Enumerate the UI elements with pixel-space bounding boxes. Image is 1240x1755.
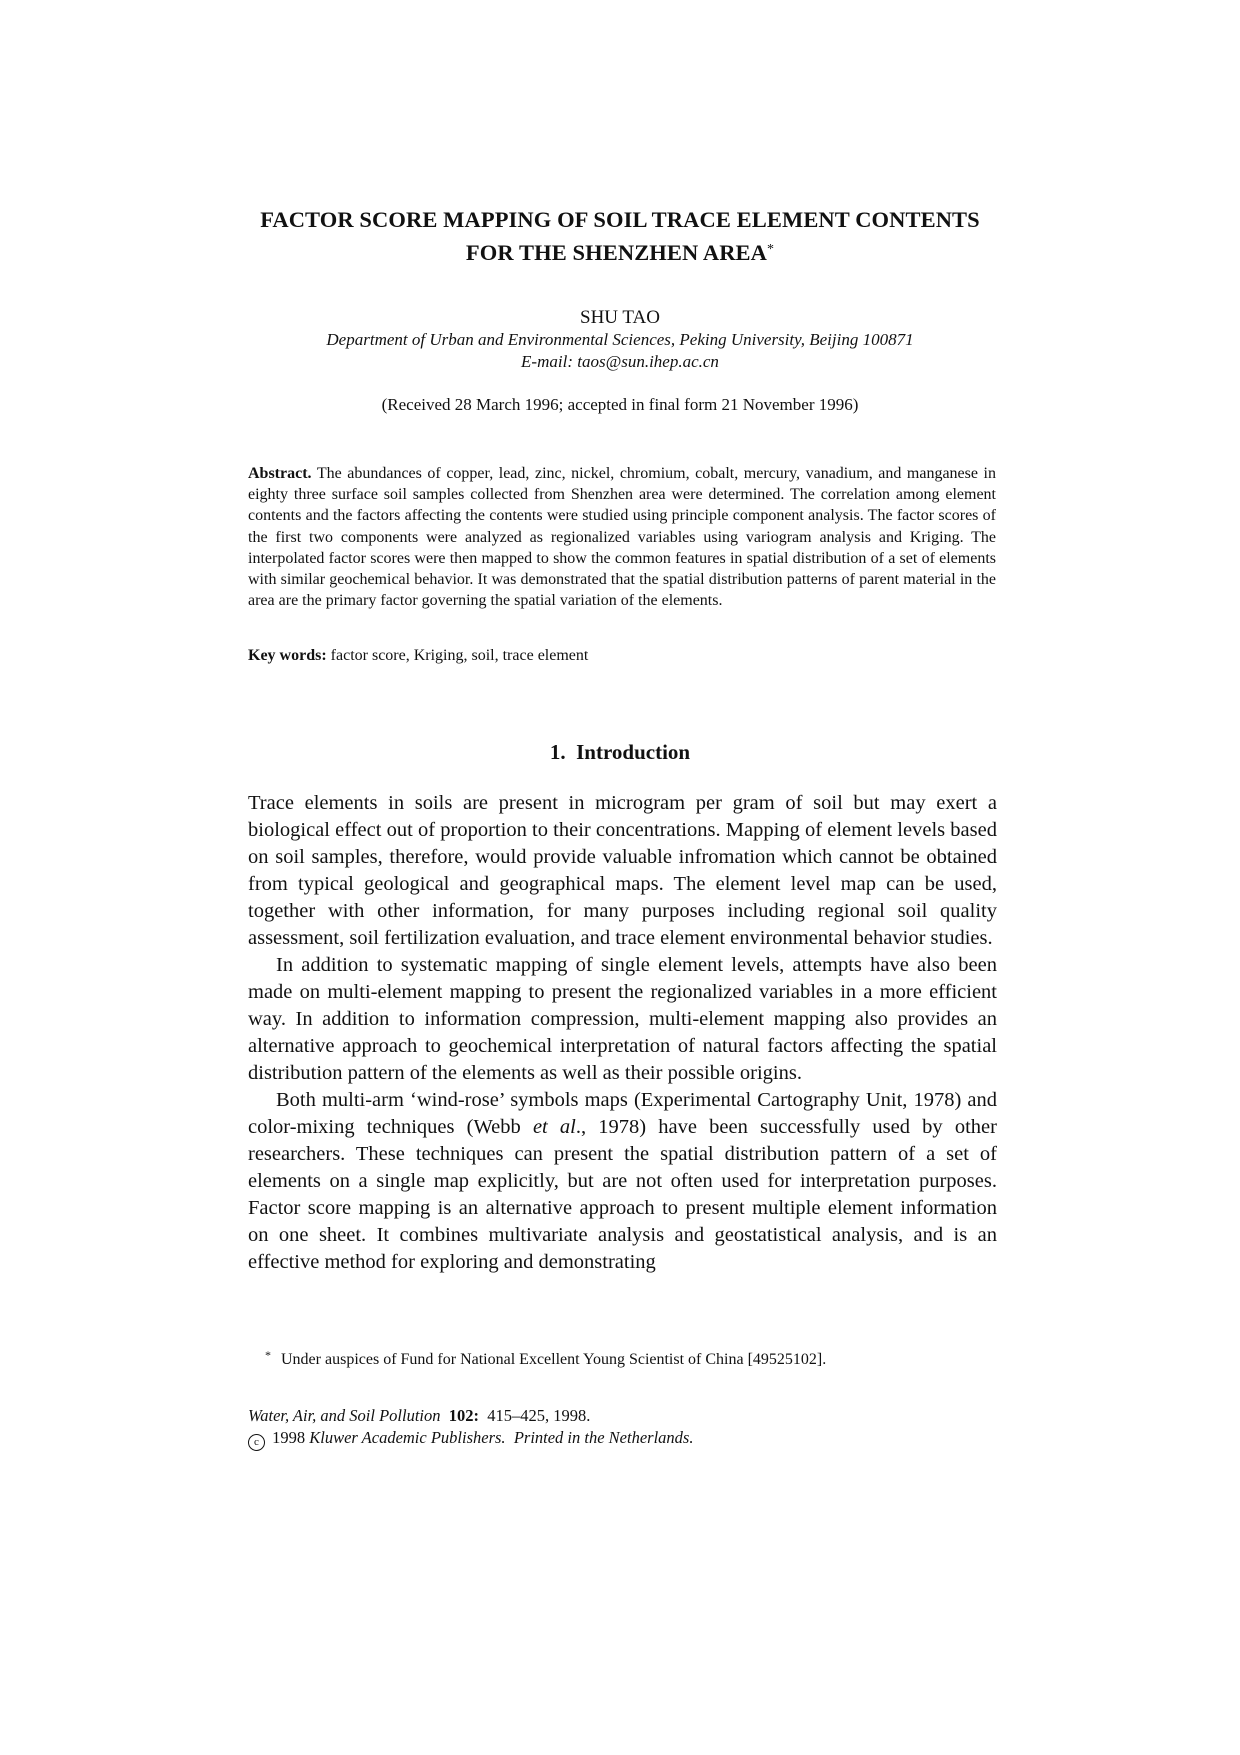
keywords-label: Key words: <box>248 647 327 664</box>
paragraph-3 <box>248 1087 997 1276</box>
title-line-2 <box>0 236 1240 269</box>
keywords-text: factor score, Kriging, soil, trace element <box>330 647 589 664</box>
received-dates: (Received 28 March 1996; accepted in final form 21 November 1996) <box>381 395 859 414</box>
keywords <box>248 645 996 666</box>
email-label: E-mail: <box>521 352 573 371</box>
author-affiliation: Department of Urban and Environmental Sciences, Peking University, Beijing 100871 <box>326 330 914 349</box>
journal-name: Water, Air, and Soil Pollution <box>248 1406 441 1425</box>
author-email-line <box>0 351 1240 373</box>
paragraph-3-part-b: ., 1978) have been successfully used by other researchers. These techniques can present the spatial distribution pattern of a set of elements on a single map explicitly, but are not often used for interpretation purposes. Factor score mapping is an alternative approach to present multiple element information on one sheet. It combines multivariate analysis and geostatistical analysis, and is an effective method for exploring and demonstrating <box>248 1116 997 1273</box>
copyright-line <box>248 1427 1008 1451</box>
paragraph-1: Trace elements in soils are present in microgram per gram of soil but may exert a biological effect out of proportion to their concentrations. Mapping of element levels based on soil samples, therefore, would provide valuable infromation which cannot be obtained from typical geological and geographical maps. The element level map can be used, together with other information, for many purposes including regional soil quality assessment, soil fertilization evaluation, and trace element environmental behavior studies. <box>248 792 997 949</box>
footnote-text: Under auspices of Fund for National Excellent Young Scientist of China [49525102]. <box>281 1351 827 1368</box>
section-title: Introduction <box>576 740 691 764</box>
copyright-year: 1998 <box>272 1428 306 1447</box>
abstract-label: Abstract. <box>248 465 312 482</box>
author-name: SHU TAO <box>580 307 660 328</box>
title-line-2-text: FOR THE SHENZHEN AREA <box>465 240 768 265</box>
journal-citation <box>248 1405 1008 1427</box>
abstract <box>248 463 996 611</box>
section-heading-introduction <box>0 738 1240 766</box>
paragraph-2: In addition to systematic mapping of single element levels, attempts have also been made on multi-element mapping to present the regionalized variables in a more efficient way. In addition to information compression, multi-element mapping also provides an alternative approach to geochemical interpretation of natural factors affecting the spatial distribution pattern of the elements as well as their possible origins. <box>248 954 997 1084</box>
abstract-text: The abundances of copper, lead, zinc, nickel, chromium, cobalt, mercury, vanadium, and manganese in eighty three surface soil samples collected from Shenzhen area were determined. The correlation among element contents and the factors affecting the contents were studied using principle component analysis. The factor scores of the first two components were analyzed as regionalized variables using variogram analysis and Kriging. The interpolated factor scores were then mapped to show the common features in spatial distribution of a set of elements with similar geochemical behavior. It was demonstrated that the spatial distribution patterns of parent material in the area are the primary factor governing the spatial variation of the elements. <box>248 465 996 610</box>
section-number: 1. <box>549 740 566 764</box>
paragraph-3-part-a: Both multi-arm ‘wind-rose’ symbols maps (Experimental Cartography Unit, 1978) and color-mixing techniques (Webb <box>248 1089 997 1138</box>
title-line-1: FACTOR SCORE MAPPING OF SOIL TRACE ELEMENT CONTENTS <box>260 207 980 232</box>
printed-location: Printed in the Netherlands. <box>513 1428 694 1447</box>
footnote <box>265 1349 1005 1370</box>
introduction-body <box>248 790 997 1276</box>
paper-title <box>0 203 1240 269</box>
copyright-icon: c <box>248 1434 265 1451</box>
footnote-mark: * <box>265 1348 271 1362</box>
journal-volume: 102: <box>448 1406 480 1425</box>
journal-pages: 415–425, 1998. <box>487 1406 591 1425</box>
author-email[interactable]: taos@sun.ihep.ac.cn <box>577 352 719 371</box>
et-al-citation: et al <box>532 1116 576 1138</box>
title-footnote-mark: * <box>767 242 775 257</box>
publisher: Kluwer Academic Publishers. <box>309 1428 506 1447</box>
